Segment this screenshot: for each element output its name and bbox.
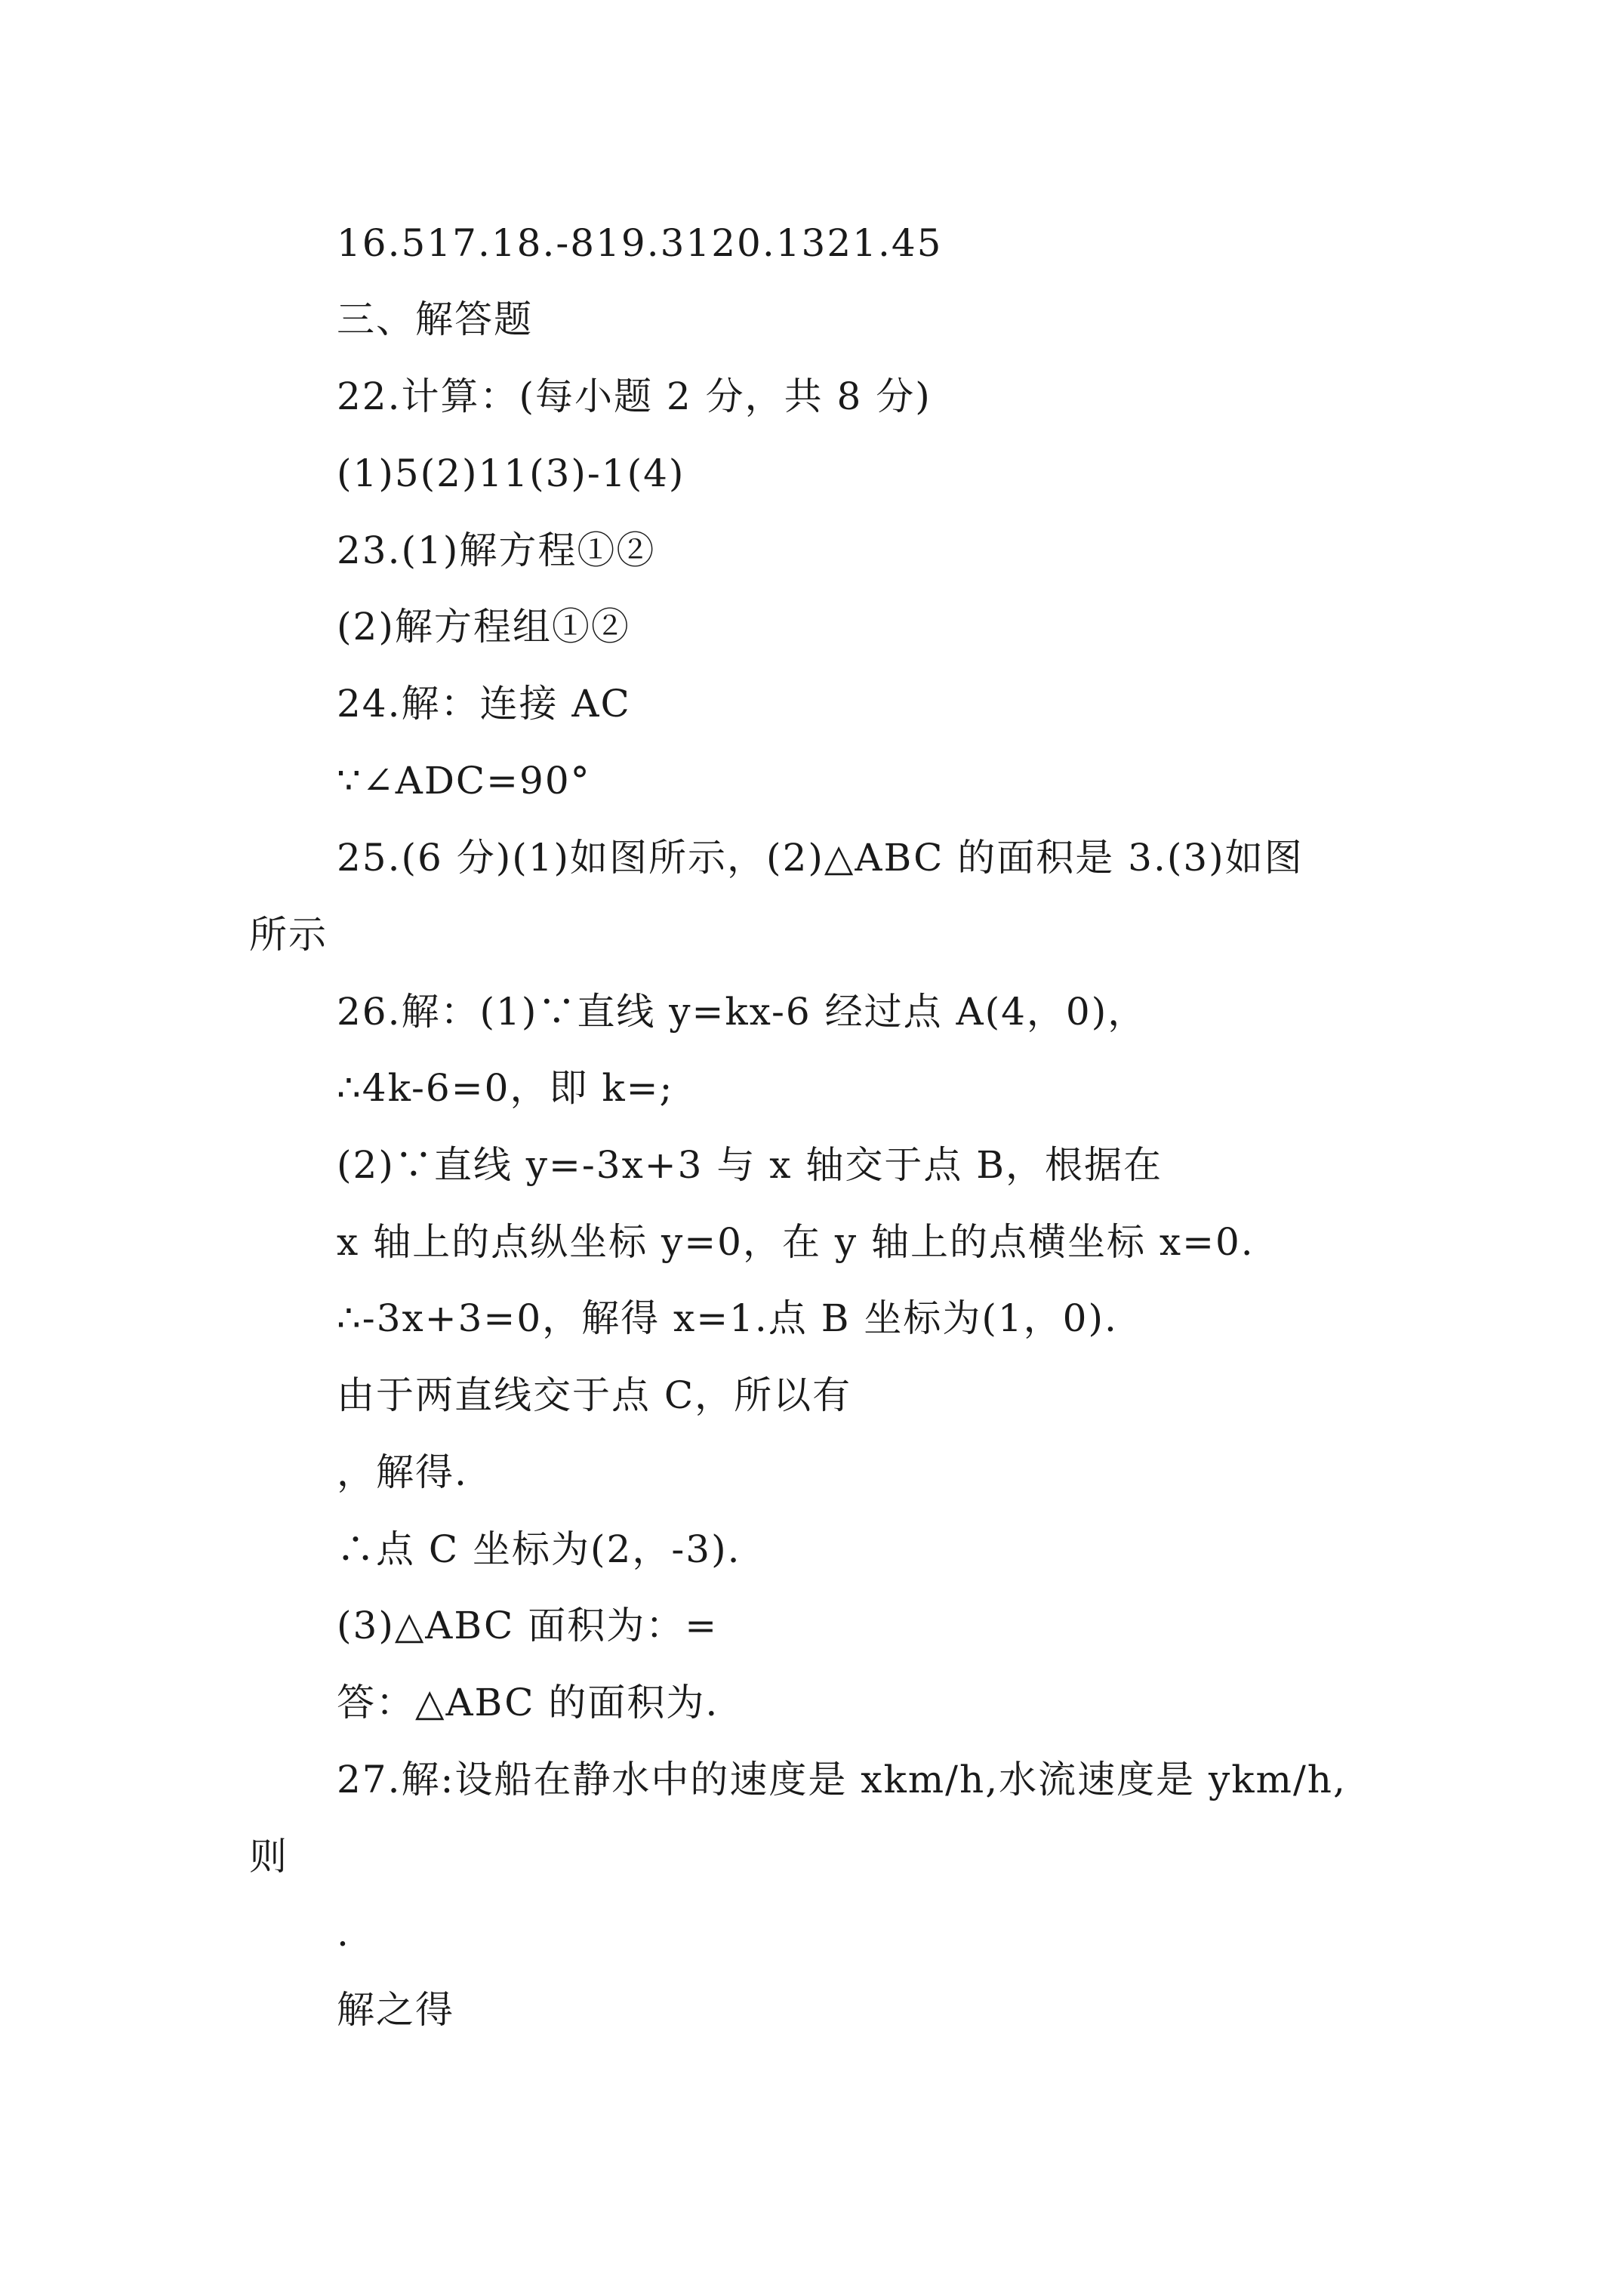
question-24-angle: ∵∠ADC=90° — [337, 759, 591, 803]
question-26-answer: 答：△ABC 的面积为. — [337, 1681, 719, 1724]
question-22-heading: 22.计算：(每小题 2 分，共 8 分) — [337, 374, 932, 418]
question-26-intersection: 由于两直线交于点 C，所以有 — [337, 1373, 852, 1417]
question-24-heading: 24.解：连接 AC — [337, 682, 631, 726]
section-heading-solutions: 三、解答题 — [337, 297, 533, 341]
question-26-part2: (2)∵直线 y=-3x+3 与 x 轴交于点 B，根据在 — [337, 1143, 1163, 1187]
question-26-point-b: ∴-3x+3=0，解得 x=1.点 B 坐标为(1，0). — [337, 1296, 1118, 1340]
question-26-axis-rule: x 轴上的点纵坐标 y=0，在 y 轴上的点横坐标 x=0. — [337, 1220, 1255, 1264]
question-23-part1: 23.(1)解方程①② — [337, 529, 656, 572]
question-27-period: . — [337, 1911, 350, 1955]
question-26-part1: 26.解：(1)∵直线 y=kx-6 经过点 A(4，0)， — [337, 990, 1147, 1034]
question-27-text: 27.解:设船在静水中的速度是 xkm/h,水流速度是 ykm/h, — [337, 1758, 1347, 1801]
question-25-text: 25.(6 分)(1)如图所示，(2)△ABC 的面积是 3.(3)如图 — [337, 836, 1304, 880]
question-25-continuation: 所示 — [249, 913, 328, 957]
question-27-continuation: 则 — [249, 1835, 288, 1878]
question-26-k-value: ∴4k-6=0，即 k=; — [337, 1066, 674, 1110]
question-27-solve: 解之得 — [337, 1988, 454, 2032]
question-23-part2: (2)解方程组①② — [337, 605, 630, 649]
question-26-part3: (3)△ABC 面积为：= — [337, 1604, 719, 1647]
question-22-answers: (1)5(2)11(3)-1(4) — [337, 451, 685, 495]
question-26-point-c: ∴点 C 坐标为(2，-3). — [337, 1527, 741, 1571]
question-26-solve: ，解得. — [337, 1450, 468, 1494]
answer-line-16-21: 16.517.18.-819.3120.1321.45 — [337, 221, 943, 265]
